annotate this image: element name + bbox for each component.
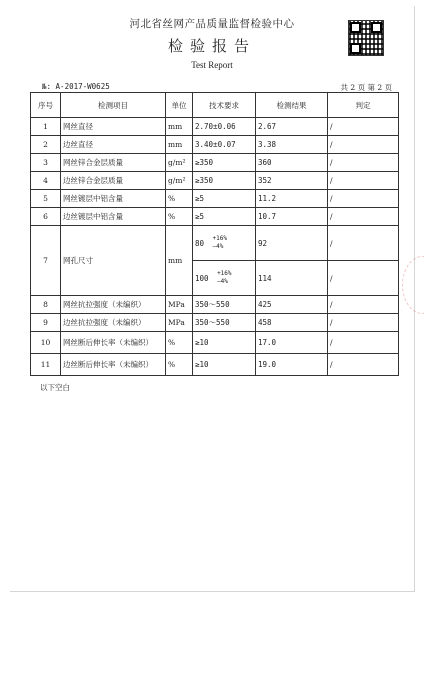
row-result: 92 [256, 226, 328, 261]
row-spec: 3.40±0.07 [193, 136, 256, 154]
table-row [31, 208, 399, 226]
row-result: 3.38 [256, 136, 328, 154]
header-verdict: 判定 [328, 93, 399, 118]
row-item: 边丝锌合金层质量 [61, 172, 166, 190]
row-unit: mm [166, 136, 193, 154]
row-spec: ≥5 [193, 208, 256, 226]
spec-nominal: 100 [195, 273, 209, 283]
row-verdict: / [328, 261, 399, 296]
row-unit: % [166, 354, 193, 376]
table-row [31, 226, 399, 261]
row-verdict: / [328, 154, 399, 172]
row-item: 网丝镀层中铝含量 [61, 190, 166, 208]
row-spec: ≥350 [193, 154, 256, 172]
header-spec: 技术要求 [193, 93, 256, 118]
organization-name: 河北省丝网产品质量监督检验中心 [129, 18, 295, 30]
row-verdict: / [328, 136, 399, 154]
row-no: 6 [31, 208, 61, 226]
report-title: 检验报告 [167, 37, 256, 55]
spec-nominal: 80 [195, 238, 205, 248]
row-spec: ≥10 [193, 332, 256, 354]
row-spec: 2.70±0.06 [193, 118, 256, 136]
row-verdict: / [328, 208, 399, 226]
row-verdict: / [328, 296, 399, 314]
row-item: 边丝直径 [61, 136, 166, 154]
table-row [31, 136, 399, 154]
header-result: 检测结果 [256, 93, 328, 118]
results-table [30, 92, 399, 376]
row-spec: ≥10 [193, 354, 256, 376]
row-item: 网丝抗拉强度（未编织） [61, 296, 166, 314]
row-spec: 350～550 [193, 296, 256, 314]
row-verdict: / [328, 354, 399, 376]
row-unit: % [166, 190, 193, 208]
row-spec [193, 226, 256, 261]
row-result: 10.7 [256, 208, 328, 226]
page-indicator: 共 2 页 第 2 页 [340, 83, 392, 92]
row-unit: % [166, 332, 193, 354]
spec-tolerance [217, 270, 231, 286]
row-item: 边丝抗拉强度（未编织） [61, 314, 166, 332]
table-row [31, 190, 399, 208]
header-no: 序号 [31, 93, 61, 118]
row-verdict: / [328, 314, 399, 332]
row-result: 352 [256, 172, 328, 190]
row-unit: g/m² [166, 154, 193, 172]
row-result: 19.0 [256, 354, 328, 376]
row-no: 8 [31, 296, 61, 314]
row-spec [193, 261, 256, 296]
row-result: 11.2 [256, 190, 328, 208]
row-no: 11 [31, 354, 61, 376]
qr-code-icon [348, 20, 384, 56]
row-verdict: / [328, 172, 399, 190]
tolerance-plus: +16% [212, 235, 227, 242]
tolerance-minus: —4% [212, 243, 224, 250]
row-item: 网孔尺寸 [61, 226, 166, 296]
row-verdict: / [328, 190, 399, 208]
table-row [31, 296, 399, 314]
row-unit: % [166, 208, 193, 226]
row-no: 2 [31, 136, 61, 154]
table-row [31, 314, 399, 332]
row-unit: g/m² [166, 172, 193, 190]
row-no: 10 [31, 332, 61, 354]
tolerance-plus: +16% [217, 270, 232, 277]
row-item: 边丝断后伸长率（未编织） [61, 354, 166, 376]
table-header-row [31, 93, 399, 118]
row-result: 458 [256, 314, 328, 332]
table-row [31, 118, 399, 136]
table-row [31, 354, 399, 376]
spec-tolerance [213, 235, 227, 251]
row-unit: MPa [166, 296, 193, 314]
row-result: 2.67 [256, 118, 328, 136]
row-spec: 350～550 [193, 314, 256, 332]
row-result: 360 [256, 154, 328, 172]
row-unit: mm [166, 118, 193, 136]
row-verdict: / [328, 118, 399, 136]
row-no: 7 [31, 226, 61, 296]
header-unit: 单位 [166, 93, 193, 118]
header-item: 检测项目 [61, 93, 166, 118]
report-number: №: A-2017-W0625 [42, 82, 110, 91]
row-verdict: / [328, 226, 399, 261]
row-item: 边丝镀层中铝含量 [61, 208, 166, 226]
row-no: 9 [31, 314, 61, 332]
row-no: 4 [31, 172, 61, 190]
row-verdict: / [328, 332, 399, 354]
seal-stamp-icon [402, 256, 424, 314]
row-result: 425 [256, 296, 328, 314]
table-row [31, 154, 399, 172]
table-row [31, 172, 399, 190]
row-spec: ≥5 [193, 190, 256, 208]
report-page [10, 6, 415, 592]
table-row [31, 332, 399, 354]
row-item: 网丝断后伸长率（未编织） [61, 332, 166, 354]
row-no: 5 [31, 190, 61, 208]
tolerance-minus: —4% [217, 278, 228, 285]
row-item: 网丝锌合金层质量 [61, 154, 166, 172]
row-result: 114 [256, 261, 328, 296]
row-item: 网丝直径 [61, 118, 166, 136]
row-spec: ≥350 [193, 172, 256, 190]
row-unit: mm [166, 226, 193, 296]
row-result: 17.0 [256, 332, 328, 354]
row-no: 1 [31, 118, 61, 136]
blank-below-note: 以下空白 [40, 383, 70, 392]
report-title-en: Test Report [191, 60, 233, 70]
row-unit: MPa [166, 314, 193, 332]
row-no: 3 [31, 154, 61, 172]
